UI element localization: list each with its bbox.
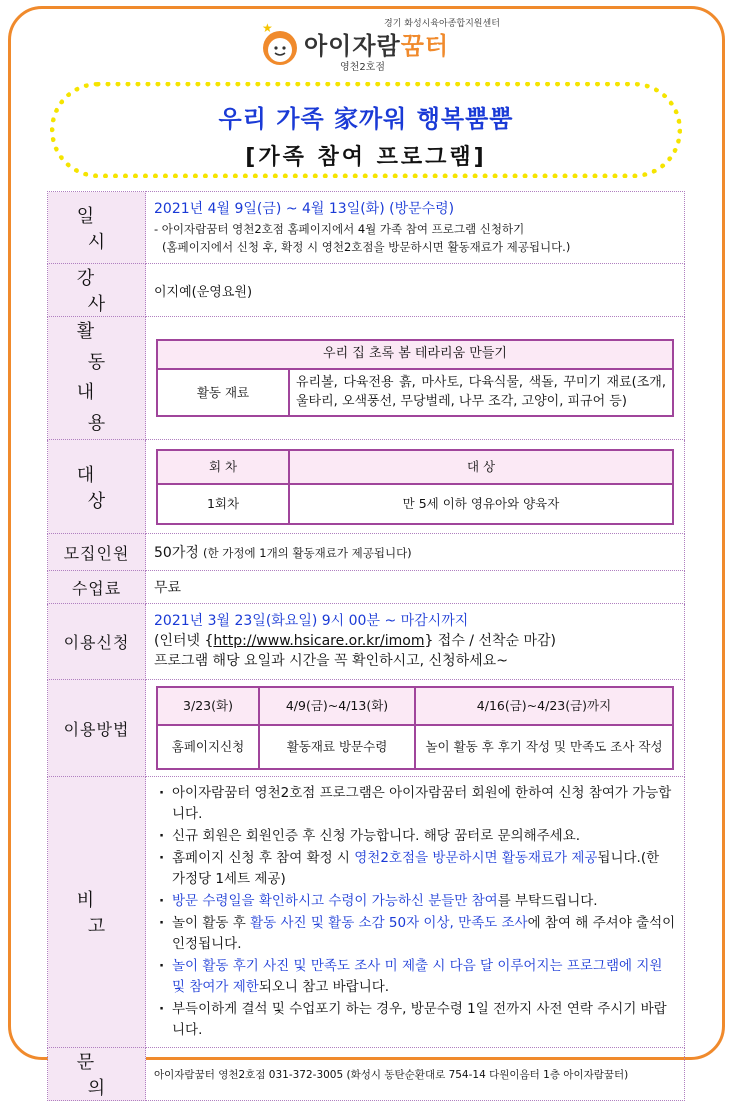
- label-target: 대 상: [48, 440, 146, 534]
- notes-list: [156, 783, 676, 1040]
- note-item: · 방문 수령일을 확인하시고 수령이 가능하신 분들만 참여를 부탁드립니다.: [156, 891, 676, 912]
- title-box: [50, 82, 682, 178]
- apply-period: 2021년 3월 23일(화요일) 9시 00분 ~ 마감시까지: [154, 613, 469, 630]
- label-activity: 활 동 내 용: [48, 317, 146, 440]
- label-date: 일 시: [48, 192, 146, 264]
- label-fee: 수업료: [48, 571, 146, 604]
- row-recruit: [48, 534, 685, 571]
- logo: [256, 16, 500, 74]
- logo-organization: 경기 화성시육아종합지원센터: [384, 19, 500, 29]
- logo-face-icon: [256, 22, 302, 68]
- target-round: 1회차: [157, 484, 289, 524]
- method-step-1: 홈페이지신청: [157, 725, 259, 769]
- target-header-who: 대 상: [289, 450, 673, 484]
- row-apply: [48, 604, 685, 680]
- fee-value: 무료: [146, 571, 685, 604]
- label-recruit: 모집인원: [48, 534, 146, 571]
- svg-text:★: ★: [262, 21, 273, 35]
- target-table: [156, 449, 674, 525]
- logo-text: 아이자람꿈터: [304, 32, 450, 60]
- date-note-1: - 아이자람꿈터 영천2호점 홈페이지에서 4월 가족 참여 프로그램 신청하기: [154, 222, 525, 237]
- contact-value: 아이자람꿈터 영천2호점 031-372-3005 (화성시 동탄순환대로 754-14 다원이음터 1층 아이자람꿈터): [146, 1048, 685, 1101]
- page-title: 우리 가족 家까워 행복뿜뿜: [218, 105, 514, 133]
- apply-reminder: 프로그램 해당 요일과 시간을 꼭 확인하시고, 신청하세요~: [154, 652, 508, 669]
- instructor-value: 이지예(운영요원): [146, 264, 685, 317]
- row-contact: [48, 1048, 685, 1101]
- recruit-value: 50가정: [154, 545, 199, 562]
- activity-table: [156, 339, 674, 418]
- page-subtitle: [가족 참여 프로그램]: [245, 145, 487, 170]
- method-header-3: 4/16(금)~4/23(금)까지: [415, 687, 673, 725]
- material-list: 유리볼, 다육전용 흙, 마사토, 다육식물, 색돌, 꾸미기 재료(조개, 울타리, 오색풍선, 무당벌레, 나무 조각, 고양이, 피규어 등): [289, 369, 673, 417]
- date-note-2: (홈페이지에서 신청 후, 확정 시 영천2호점을 방문하시면 활동재료가 제공됩니다.): [162, 239, 571, 254]
- row-method: [48, 680, 685, 777]
- info-table: [47, 191, 685, 1101]
- label-notes: 비 고: [48, 777, 146, 1048]
- note-item: · 홈페이지 신청 후 참여 확정 시 영천2호점을 방문하시면 활동재료가 제공됩니다.(한 가정당 1세트 제공): [156, 848, 676, 890]
- method-step-2: 활동재료 방문수령: [259, 725, 415, 769]
- apply-method: (인터넷 {http://www.hsicare.or.kr/imom} 접수 / 선착순 마감): [154, 633, 557, 650]
- row-notes: [48, 777, 685, 1048]
- label-method: 이용방법: [48, 680, 146, 777]
- row-target: [48, 440, 685, 534]
- homepage-link[interactable]: http://www.hsicare.or.kr/imom: [213, 633, 425, 650]
- material-label: 활동 재료: [157, 369, 289, 417]
- target-header-round: 회 차: [157, 450, 289, 484]
- label-apply: 이용신청: [48, 604, 146, 680]
- note-item: · 아이자람꿈터 영천2호점 프로그램은 아이자람꿈터 회원에 한하여 신청 참여가 가능합니다.: [156, 783, 676, 825]
- note-item: · 놀이 활동 후 활동 사진 및 활동 소감 50자 이상, 만족도 조사에 참여 해 주셔야 출석이 인정됩니다.: [156, 913, 676, 955]
- note-item: · 부득이하게 결석 및 수업포기 하는 경우, 방문수령 1일 전까지 사전 연락 주시기 바랍니다.: [156, 999, 676, 1041]
- method-header-2: 4/9(금)~4/13(화): [259, 687, 415, 725]
- label-instructor: 강 사: [48, 264, 146, 317]
- method-step-3: 놀이 활동 후 후기 작성 및 만족도 조사 작성: [415, 725, 673, 769]
- row-date: [48, 192, 685, 264]
- date-value: 2021년 4월 9일(금) ~ 4월 13일(화) (방문수령): [154, 201, 455, 218]
- label-contact: 문 의: [48, 1048, 146, 1101]
- row-fee: [48, 571, 685, 604]
- method-table: [156, 686, 674, 770]
- recruit-note: (한 가정에 1개의 활동재료가 제공됩니다): [203, 546, 412, 561]
- note-item: · 놀이 활동 후기 사진 및 만족도 조사 미 제출 시 다음 달 이루어지는 프로그램에 지원 및 참여가 제한되오니 참고 바랍니다.: [156, 956, 676, 998]
- row-instructor: [48, 264, 685, 317]
- target-who: 만 5세 이하 영유아와 양육자: [289, 484, 673, 524]
- row-activity: [48, 317, 685, 440]
- note-item: · 신규 회원은 회원인증 후 신청 가능합니다. 해당 꿈터로 문의해주세요.: [156, 826, 676, 847]
- logo-branch: 영천2호점: [340, 62, 386, 73]
- activity-program: 우리 집 초록 봄 테라리움 만들기: [157, 340, 673, 369]
- method-header-1: 3/23(화): [157, 687, 259, 725]
